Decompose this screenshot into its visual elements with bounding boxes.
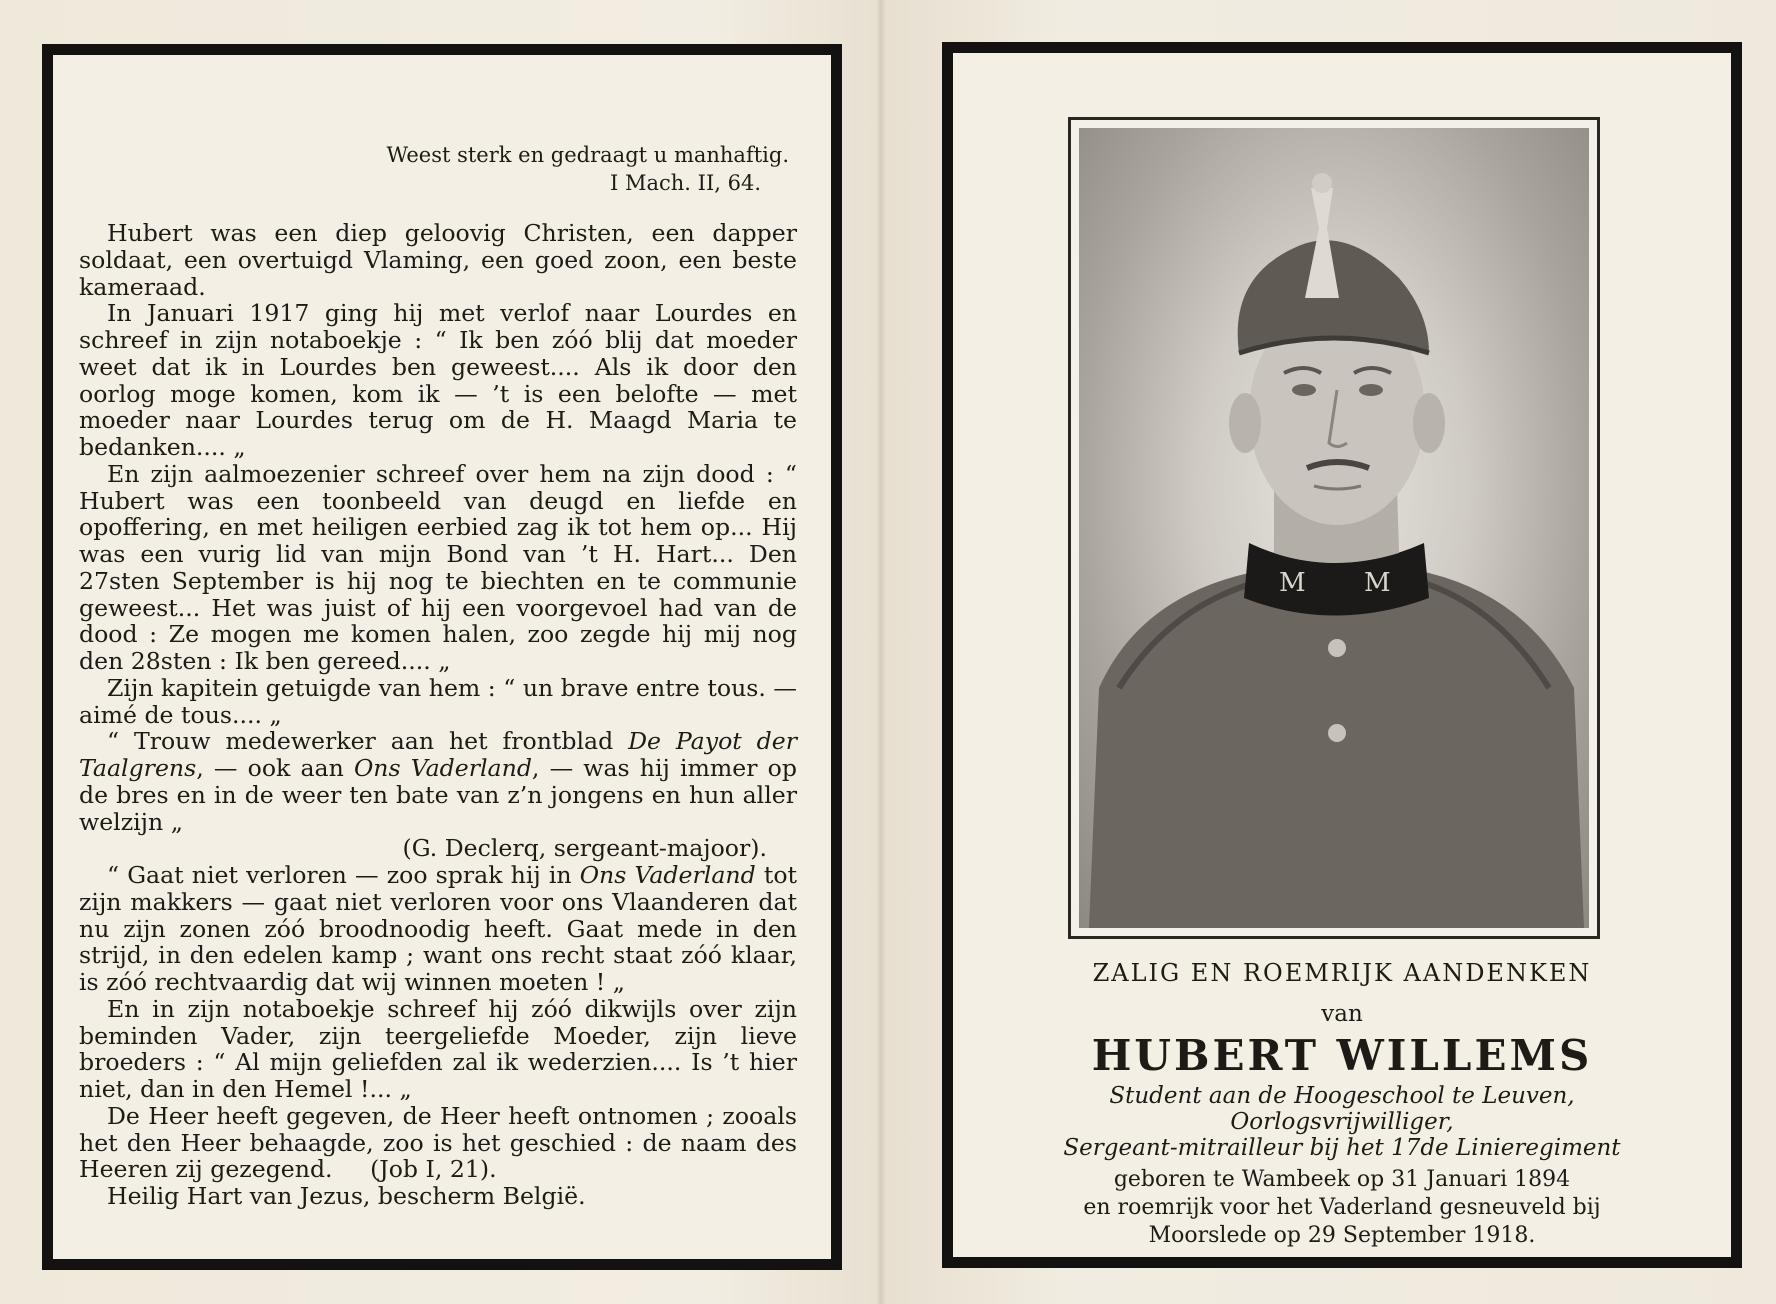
paragraph-character: Hubert was een diep geloovig Christen, een dapper soldaat, een overtuigd Vlaming, een goed zoon, een beste kameraad. bbox=[79, 219, 797, 301]
death-line-1: en roemrijk voor het Vaderland gesneuveld bij bbox=[1083, 1195, 1601, 1220]
right-panel bbox=[942, 42, 1742, 1268]
memorial-heading: ZALIG EN ROEMRIJK AANDENKEN bbox=[1092, 959, 1592, 987]
death-line-2: Moorslede op 29 September 1918. bbox=[1148, 1223, 1536, 1248]
portrait-frame bbox=[1068, 117, 1600, 939]
paragraph-closing: Heilig Hart van Jezus, bescherm België. bbox=[107, 1182, 586, 1210]
signature-declerq: (G. Declerq, sergeant-majoor). bbox=[402, 834, 767, 863]
subtitle-volunteer: Oorlogsvrijwilliger, bbox=[1230, 1109, 1454, 1135]
card-fold bbox=[876, 0, 886, 1304]
birth-line: geboren te Wambeek op 31 Januari 1894 bbox=[1113, 1167, 1571, 1192]
paragraph-quote-declerq: “ Trouw medewerker aan het frontblad De Payot der Taalgrens, — ook aan Ons Vaderland, — was hij immer op de bres en in de weer ten bate van z’n jongens en hun aller welzijn „ bbox=[79, 727, 797, 836]
memorial-text bbox=[79, 220, 797, 1210]
subtitle-rank: Sergeant-mitrailleur bij het 17de Linieregiment bbox=[1063, 1135, 1621, 1161]
collar-insignia-left: M bbox=[1279, 568, 1306, 598]
paragraph-lourdes: In Januari 1917 ging hij met verlof naar Lourdes en schreef in zijn notaboekje : “ Ik ben zóó blij dat moeder weet dat ik in Lourdes ben geweest.... Als ik door den oorlog moge komen, kom ik — ’t is een belofte — met moeder naar Lourdes terug om de H. Maagd Maria te bedanken.... „ bbox=[79, 299, 797, 461]
paragraph-job: De Heer heeft gegeven, de Heer heeft ontnomen ; zooals het den Heer behaagde, zoo is het geschied : de naam des Heeren zij gezegend. (Job I, 21). bbox=[79, 1101, 797, 1184]
epigraph-text: Weest sterk en gedraagt u manhaftig. bbox=[386, 143, 789, 167]
epigraph bbox=[386, 141, 789, 197]
paragraph-quote-vaderland: “ Gaat niet verloren — zoo sprak hij in Ons Vaderland tot zijn makkers — gaat niet verloren voor ons Vlaanderen dat nu zijn zonen zóó broodnoodig heeft. Gaat mede in den strijd, in den edelen kamp ; want ons recht staat zóó klaar, is zóó rechtvaardig dat wij winnen moeten ! „ bbox=[79, 861, 797, 996]
paragraph-notebook: En in zijn notaboekje schreef hij zóó dikwijls over zijn beminden Vader, zijn teergeliefde Moeder, zijn lieve broeders : “ Al mijn geliefden zal ik wederzien.... Is ’t hier niet, dan in den Hemel !... „ bbox=[79, 994, 797, 1103]
epigraph-reference: I Mach. II, 64. bbox=[610, 171, 761, 195]
subtitle-student: Student aan de Hoogeschool te Leuven, bbox=[1109, 1083, 1575, 1109]
paragraph-chaplain: En zijn aalmoezenier schreef over hem na zijn dood : “ Hubert was een toonbeeld van deugd en liefde en opoffering, en met heiligen eerbied zag ik tot hem op... Hij was een vurig lid van mijn Bond van ’t H. Hart... Den 27sten September is hij nog te biechten en te communie geweest... Het was juist of hij een voorgevoel had van de dood : Ze mogen me komen halen, zoo zegde hij mij nog den 28sten : Ik ben gereed.... „ bbox=[79, 459, 797, 675]
soldier-portrait-drawing bbox=[1079, 128, 1589, 928]
soldier-portrait bbox=[1079, 128, 1589, 928]
memorial-heading-van: van bbox=[1321, 1001, 1363, 1027]
deceased-name: HUBERT WILLEMS bbox=[1091, 1031, 1593, 1080]
left-panel bbox=[42, 44, 842, 1270]
paragraph-captain: Zijn kapitein getuigde van hem : “ un brave entre tous. — aimé de tous.... „ bbox=[79, 673, 797, 729]
collar-insignia-right: M bbox=[1364, 568, 1391, 598]
